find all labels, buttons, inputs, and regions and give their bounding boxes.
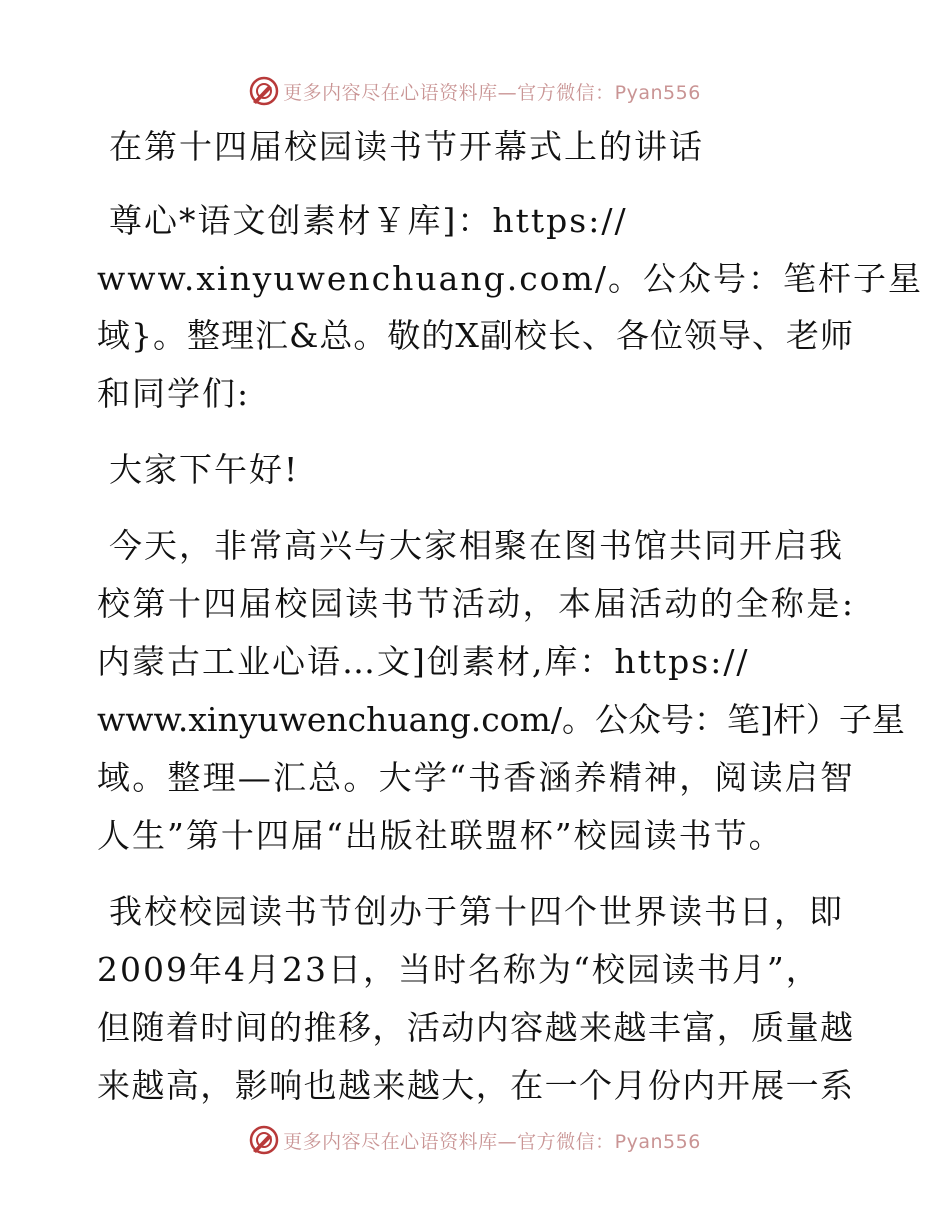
paragraph-1-line-2: www.xinyuwenchuang.com/。公众号：笔杆子星 — [97, 259, 923, 298]
footer-banner-text: 更多内容尽在心语资料库—官方微信：Pyan556 — [283, 1130, 701, 1153]
paragraph-2-line-2: 校第十四届校园读书节活动，本届活动的全称是: — [97, 584, 853, 623]
paragraph-2-line-3: 内蒙古工业心语…文]创素材,库：https:// — [97, 642, 750, 681]
brand-logo-icon — [249, 1125, 279, 1155]
greeting: 大家下午好! — [109, 450, 300, 489]
paragraph-2-line-6: 人生”第十四届“出版社联盟杯”校园读书节。 — [97, 816, 784, 855]
footer-banner — [0, 1122, 950, 1158]
paragraph-1-line-3: 域}。整理汇&总。敬的X副校长、各位领导、老师 — [97, 316, 853, 355]
paragraph-3-line-3: 但随着时间的推移，活动内容越来越丰富，质量越 — [97, 1008, 853, 1047]
paragraph-1-line-1: 尊心*语文创素材￥库]：https:// — [109, 201, 628, 240]
document-title: 在第十四届校园读书节开幕式上的讲话 — [109, 127, 704, 166]
paragraph-2-line-5: 域。整理—汇总。大学“书香涵养精神，阅读启智 — [97, 758, 853, 797]
header-banner — [0, 73, 950, 109]
paragraph-3-line-4: 来越高，影响也越来越大，在一个月份内开展一系 — [97, 1066, 853, 1105]
paragraph-2-line-1: 今天，非常高兴与大家相聚在图书馆共同开启我 — [109, 526, 844, 565]
paragraph-1-line-4: 和同学们: — [97, 374, 251, 413]
brand-logo-icon — [249, 76, 279, 106]
header-banner-text: 更多内容尽在心语资料库—官方微信：Pyan556 — [283, 81, 701, 104]
paragraph-3-line-2: 2009年4月23日，当时名称为“校园读书月”， — [97, 950, 821, 989]
paragraph-2-line-4: www.xinyuwenchuang.com/。公众号：笔]杆）子星 — [97, 700, 905, 739]
paragraph-3-line-1: 我校校园读书节创办于第十四个世界读书日，即 — [109, 892, 844, 931]
